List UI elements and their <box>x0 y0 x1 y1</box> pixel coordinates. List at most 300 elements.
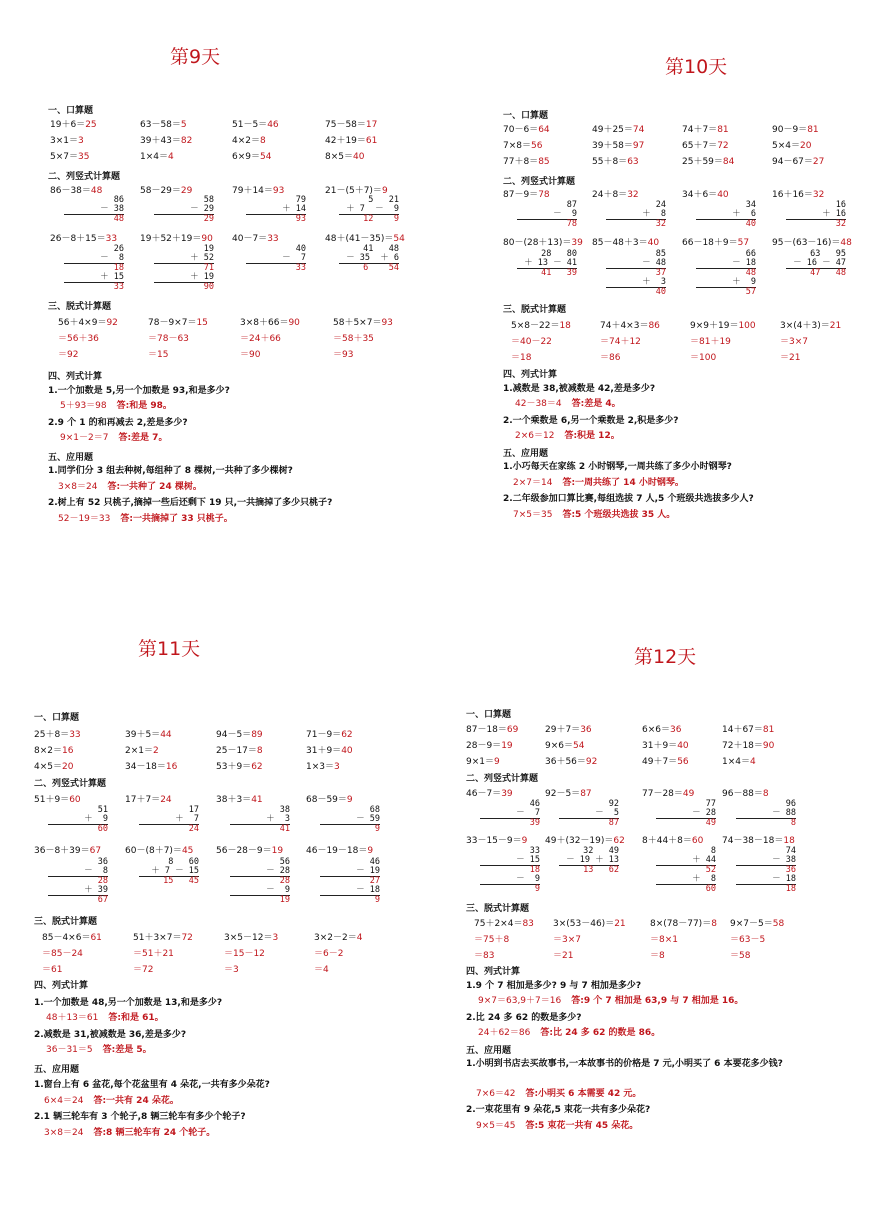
step-expression: 85－4×6＝ <box>42 933 91 943</box>
oral-answer: 20 <box>800 141 812 151</box>
vertical-line: 9 <box>374 895 380 905</box>
vertical-calculation <box>480 847 540 894</box>
oral-answer: 84 <box>722 157 735 167</box>
answer-statement: 答:一周共练了 14 小时钢琴。 <box>562 478 684 488</box>
vertical-expression: 24＋8＝ <box>592 190 628 200</box>
oral-answer: 97 <box>632 141 645 151</box>
vertical-line: 60 <box>705 884 716 894</box>
section-heading: 四、列式计算 <box>34 981 89 991</box>
oral-problem <box>545 754 597 767</box>
answer-formula: 9×1－2＝7 <box>60 433 109 443</box>
vertical-line: 57 <box>745 287 756 297</box>
oral-expression: 1×3＝ <box>306 762 334 772</box>
vertical-line: ＋ 9 <box>48 815 108 825</box>
vertical-line: 32 49 <box>583 846 619 856</box>
vertical-line: 33 <box>113 282 124 292</box>
oral-problem <box>682 138 729 151</box>
step-problem <box>600 318 660 331</box>
vertical-line: 34 <box>745 200 756 210</box>
oral-answer: 56 <box>677 757 689 767</box>
vertical-problem-heading <box>682 235 749 248</box>
vertical-line: 32 <box>655 219 666 229</box>
answer-statement: 答:和是 61。 <box>108 1013 164 1023</box>
step-answer: 83 <box>522 919 534 929</box>
vertical-calculation <box>320 858 380 905</box>
vertical-line: － 18 <box>320 886 380 896</box>
vertical-line: － 15 <box>480 856 540 866</box>
oral-expression: 25－17＝ <box>216 746 257 756</box>
step-line: ＝90 <box>240 350 261 360</box>
oral-expression: 8×2＝ <box>34 746 62 756</box>
vertical-line: 24 <box>655 200 666 210</box>
vertical-line: 33 <box>529 846 540 856</box>
step-line: ＝15－12 <box>224 949 265 959</box>
vertical-line: 56 <box>279 857 290 867</box>
vertical-line: 47 48 <box>810 268 846 278</box>
vertical-line: 87 <box>608 818 619 828</box>
answer-formula: 24＋62＝86 <box>478 1028 531 1038</box>
vertical-answer: 60 <box>691 836 704 846</box>
vertical-expression: 87－9＝ <box>503 190 539 200</box>
oral-answer: 5 <box>180 120 187 130</box>
vertical-calculation <box>339 196 399 224</box>
oral-expression: 9×6＝ <box>545 741 573 751</box>
step-line: ＝18 <box>511 353 532 363</box>
step-line: ＝6－2 <box>314 949 344 959</box>
vertical-problem-heading <box>306 792 353 805</box>
vertical-calculation <box>696 250 756 297</box>
step-expression: 9×7－5＝ <box>730 919 773 929</box>
question-text: 1.9 个 7 相加是多少? 9 与 7 相加是多少? <box>466 981 642 991</box>
step-line: ＝74＋12 <box>600 337 641 347</box>
question-answer <box>515 428 620 441</box>
question-text: 2.比 24 多 62 的数是多少? <box>466 1013 582 1023</box>
step-line: ＝100 <box>690 353 717 363</box>
step-problem <box>650 916 717 929</box>
vertical-line: 51 <box>97 805 108 815</box>
vertical-line: 28 80 <box>541 249 577 259</box>
question-text: 1.窗台上有 6 盆花,每个花盆里有 4 朵花,一共有多少朵花? <box>34 1080 270 1090</box>
vertical-problem-heading <box>216 792 263 805</box>
oral-answer: 62 <box>341 730 353 740</box>
vertical-expression: 46－19－18＝ <box>306 846 368 856</box>
oral-expression: 94－5＝ <box>216 730 252 740</box>
vertical-problem-heading <box>592 187 639 200</box>
vertical-answer: 57 <box>737 238 750 248</box>
vertical-problem-heading <box>772 187 824 200</box>
oral-expression: 55＋8＝ <box>592 157 628 167</box>
oral-problem <box>642 754 689 767</box>
vertical-calculation <box>786 201 846 229</box>
step-answer: 8 <box>711 919 717 929</box>
step-expression: 78－9×7＝ <box>148 318 197 328</box>
step-problem <box>42 930 102 943</box>
step-line: ＝21 <box>553 951 574 961</box>
vertical-line: 8 60 <box>168 857 199 867</box>
vertical-line: － 28 <box>656 809 716 819</box>
vertical-line: 29 <box>203 214 214 224</box>
answer-formula: 6×4＝24 <box>44 1096 84 1106</box>
vertical-line: 41 <box>279 824 290 834</box>
step-expression: 3×(53－46)＝ <box>553 919 615 929</box>
vertical-line: 18 <box>785 884 796 894</box>
step-answer: 90 <box>288 318 300 328</box>
vertical-expression: 38＋3＝ <box>216 795 252 805</box>
vertical-answer: 48 <box>840 238 852 248</box>
vertical-line: 46 <box>369 857 380 867</box>
question-answer <box>58 479 202 492</box>
vertical-line: － 29 <box>154 205 214 215</box>
section-heading: 五、应用题 <box>466 1046 512 1056</box>
step-problem <box>780 318 841 331</box>
vertical-line: ＋ 3 <box>230 815 290 825</box>
oral-answer: 72 <box>717 141 729 151</box>
vertical-answer: 39 <box>501 789 513 799</box>
section-heading: 一、口算题 <box>34 713 80 723</box>
vertical-line: 86 <box>113 195 124 205</box>
step-answer: 3 <box>272 933 279 943</box>
vertical-line: 32 <box>835 219 846 229</box>
oral-answer: 82 <box>180 136 193 146</box>
vertical-expression: 26－8＋15＝ <box>50 234 106 244</box>
question-text: 2.二年级参加口算比赛,每组选拔 7 人,5 个班级共选拔多少人? <box>503 494 754 504</box>
oral-expression: 63－58＝ <box>140 120 181 130</box>
oral-problem <box>466 738 513 751</box>
vertical-line: 48 <box>113 214 124 224</box>
vertical-line: 28 <box>279 876 290 886</box>
vertical-line: － 38 <box>736 856 796 866</box>
vertical-line: 26 <box>113 244 124 254</box>
vertical-line: － 59 <box>320 815 380 825</box>
vertical-line: 41 48 <box>363 244 399 254</box>
vertical-expression: 34＋6＝ <box>682 190 718 200</box>
step-line: ＝8×1 <box>650 935 678 945</box>
vertical-calculation <box>736 847 796 894</box>
oral-expression: 31＋9＝ <box>642 741 678 751</box>
section-heading: 四、列式计算 <box>48 372 103 382</box>
oral-answer: 19 <box>501 741 513 751</box>
section-heading: 四、列式计算 <box>466 967 521 977</box>
oral-problem <box>140 149 174 162</box>
vertical-line: － 48 <box>606 259 666 269</box>
question-text: 1.同学们分 3 组去种树,每组种了 8 棵树,一共种了多少棵树? <box>48 466 293 476</box>
step-problem <box>240 315 300 328</box>
step-problem <box>314 930 362 943</box>
vertical-problem-heading <box>50 183 102 196</box>
vertical-problem-heading <box>503 235 583 248</box>
vertical-line: － 7 <box>246 254 306 264</box>
oral-expression: 87－18＝ <box>466 725 507 735</box>
vertical-answer: 19 <box>271 846 284 856</box>
vertical-line: 9 <box>534 884 540 894</box>
oral-answer: 4 <box>168 152 174 162</box>
vertical-line: 5 21 <box>368 195 399 205</box>
question-text: 2.减数是 31,被减数是 36,差是多少? <box>34 1030 187 1040</box>
section-heading: 二、列竖式计算题 <box>34 779 107 789</box>
step-problem <box>474 916 534 929</box>
vertical-line: － 19 <box>320 867 380 877</box>
vertical-line: 60 <box>97 824 108 834</box>
vertical-answer: 9 <box>381 186 388 196</box>
step-line: ＝4 <box>314 965 329 975</box>
oral-problem <box>325 149 364 162</box>
vertical-line: ＋ 13 － 41 <box>517 259 577 269</box>
answer-statement: 答:差是 4。 <box>571 399 621 409</box>
oral-answer: 16 <box>62 746 74 756</box>
answer-formula: 9×5＝45 <box>476 1121 516 1131</box>
oral-answer: 62 <box>251 762 263 772</box>
oral-answer: 92 <box>585 757 598 767</box>
vertical-line: 6 54 <box>363 263 399 273</box>
vertical-calculation <box>517 250 577 278</box>
oral-answer: 74 <box>632 125 645 135</box>
vertical-problem-heading <box>642 786 694 799</box>
vertical-line: 40 <box>655 287 666 297</box>
oral-answer: 64 <box>538 125 550 135</box>
vertical-calculation <box>339 245 399 273</box>
oral-answer: 36 <box>580 725 592 735</box>
vertical-calculation <box>606 201 666 229</box>
oral-problem <box>503 122 550 135</box>
vertical-line: 18 <box>113 263 124 273</box>
vertical-problem-heading <box>50 231 117 244</box>
oral-problem <box>50 133 84 146</box>
oral-problem <box>466 754 500 767</box>
vertical-line: 36 <box>785 865 796 875</box>
oral-expression: 72＋18＝ <box>722 741 763 751</box>
vertical-calculation <box>230 806 290 834</box>
vertical-line: 90 <box>203 282 214 292</box>
vertical-problem-heading <box>125 843 193 856</box>
oral-expression: 49＋25＝ <box>592 125 633 135</box>
vertical-expression: 80－(28＋13)＝ <box>503 238 572 248</box>
oral-answer: 61 <box>365 136 378 146</box>
vertical-expression: 49＋(32－19)＝ <box>545 836 614 846</box>
section-heading: 二、列竖式计算题 <box>503 177 576 187</box>
vertical-calculation <box>139 858 199 886</box>
step-line: ＝3×7 <box>780 337 808 347</box>
answer-formula: 3×8＝24 <box>44 1128 84 1138</box>
vertical-line: 19 <box>279 895 290 905</box>
answer-formula: 3×8＝24 <box>58 482 98 492</box>
vertical-problem-heading <box>216 843 283 856</box>
step-expression: 5×8－22＝ <box>511 321 560 331</box>
oral-expression: 70－6＝ <box>503 125 539 135</box>
oral-expression: 9×1＝ <box>466 757 494 767</box>
vertical-answer: 33 <box>267 234 279 244</box>
oral-problem <box>50 149 89 162</box>
question-answer <box>513 475 684 488</box>
step-line: ＝51＋21 <box>133 949 174 959</box>
oral-problem <box>722 738 774 751</box>
vertical-calculation <box>246 196 306 224</box>
vertical-line: 12 9 <box>363 214 399 224</box>
oral-answer: 81 <box>717 125 729 135</box>
vertical-line: － 19 ＋ 13 <box>559 856 619 866</box>
vertical-expression: 66－18＋9＝ <box>682 238 738 248</box>
oral-answer: 36 <box>670 725 682 735</box>
question-answer <box>476 1118 638 1131</box>
step-line: ＝85－24 <box>42 949 83 959</box>
day-title: 第11天 <box>138 638 201 660</box>
step-line: ＝24＋66 <box>240 334 281 344</box>
step-answer: 92 <box>106 318 118 328</box>
oral-expression: 3×1＝ <box>50 136 78 146</box>
vertical-line: 15 45 <box>163 876 199 886</box>
section-heading: 五、应用题 <box>503 449 549 459</box>
vertical-answer: 93 <box>272 186 285 196</box>
vertical-problem-heading <box>325 231 405 244</box>
vertical-expression: 46－7＝ <box>466 789 502 799</box>
step-expression: 9×9＋19＝ <box>690 321 739 331</box>
vertical-expression: 17＋7＝ <box>125 795 161 805</box>
oral-expression: 90－9＝ <box>772 125 808 135</box>
vertical-answer: 9 <box>521 836 528 846</box>
vertical-expression: 19＋52＋19＝ <box>140 234 202 244</box>
vertical-line: 49 <box>705 818 716 828</box>
oral-expression: 1×4＝ <box>722 757 750 767</box>
vertical-answer: 24 <box>160 795 172 805</box>
oral-problem <box>772 154 824 167</box>
vertical-line: 38 <box>279 805 290 815</box>
question-text: 2.1 辆三轮车有 3 个轮子,8 辆三轮车有多少个轮子? <box>34 1112 246 1122</box>
vertical-problem-heading <box>140 231 213 244</box>
vertical-line: ＋ 6 <box>696 210 756 220</box>
question-text: 2.一个乘数是 6,另一个乘数是 2,积是多少? <box>503 416 679 426</box>
oral-answer: 44 <box>160 730 172 740</box>
oral-problem <box>325 117 377 130</box>
oral-answer: 40 <box>341 746 353 756</box>
vertical-expression: 85－48＋3＝ <box>592 238 648 248</box>
vertical-answer: 9 <box>346 795 353 805</box>
day-title: 第10天 <box>665 56 728 78</box>
vertical-line: － 9 <box>480 875 540 885</box>
vertical-line: 74 <box>785 846 796 856</box>
oral-answer: 3 <box>334 762 340 772</box>
oral-problem <box>503 138 542 151</box>
vertical-line: 96 <box>785 799 796 809</box>
vertical-calculation <box>736 800 796 828</box>
question-text: 2.树上有 52 只桃子,摘掉一些后还剩下 19 只,一共摘掉了多少只桃子? <box>48 498 333 508</box>
vertical-line: － 28 <box>230 867 290 877</box>
vertical-line: 46 <box>529 799 540 809</box>
oral-expression: 74＋7＝ <box>682 125 718 135</box>
question-text: 1.一个加数是 48,另一个加数是 13,和是多少? <box>34 998 223 1008</box>
vertical-line: 68 <box>369 805 380 815</box>
vertical-problem-heading <box>503 187 550 200</box>
vertical-line: ＋ 9 <box>696 278 756 288</box>
vertical-problem-heading <box>466 786 513 799</box>
vertical-calculation <box>48 858 108 905</box>
vertical-line: ＋ 39 <box>48 886 108 896</box>
answer-formula: 9×7＝63,9＋7＝16 <box>478 996 562 1006</box>
vertical-answer: 39 <box>571 238 583 248</box>
vertical-problem-heading <box>592 235 659 248</box>
oral-problem <box>232 117 279 130</box>
oral-expression: 34－18＝ <box>125 762 166 772</box>
vertical-line: 41 39 <box>541 268 577 278</box>
vertical-answer: 40 <box>717 190 729 200</box>
step-problem <box>148 315 208 328</box>
vertical-expression: 16＋16＝ <box>772 190 813 200</box>
question-text: 1.一个加数是 5,另一个加数是 93,和是多少? <box>48 386 230 396</box>
step-line: ＝58＋35 <box>333 334 374 344</box>
vertical-line: 8 <box>710 846 716 856</box>
oral-expression: 31＋9＝ <box>306 746 342 756</box>
vertical-line: 27 <box>369 876 380 886</box>
vertical-line: ＋ 7 <box>139 815 199 825</box>
step-answer: 72 <box>181 933 193 943</box>
step-problem <box>553 916 626 929</box>
section-heading: 一、口算题 <box>48 106 94 116</box>
oral-problem <box>772 138 811 151</box>
vertical-line: 63 95 <box>810 249 846 259</box>
vertical-expression: 79＋14＝ <box>232 186 273 196</box>
step-problem <box>511 318 571 331</box>
answer-formula: 7×6＝42 <box>476 1089 516 1099</box>
vertical-problem-heading <box>545 833 625 846</box>
answer-statement: 答:比 24 多 62 的数是 86。 <box>540 1028 661 1038</box>
question-answer <box>58 511 233 524</box>
vertical-line: － 9 <box>230 886 290 896</box>
step-expression: 8×(78－77)＝ <box>650 919 712 929</box>
oral-problem <box>232 133 266 146</box>
vertical-expression: 8＋44＋8＝ <box>642 836 692 846</box>
oral-expression: 14＋67＝ <box>722 725 763 735</box>
vertical-line: 40 <box>745 219 756 229</box>
oral-problem <box>34 759 73 772</box>
vertical-line: 18 <box>529 865 540 875</box>
vertical-calculation <box>230 858 290 905</box>
section-heading: 五、应用题 <box>48 453 94 463</box>
oral-answer: 17 <box>365 120 378 130</box>
answer-formula: 52－19＝33 <box>58 514 111 524</box>
oral-expression: 77＋8＝ <box>503 157 539 167</box>
vertical-line: 13 62 <box>583 865 619 875</box>
vertical-answer: 87 <box>580 789 592 799</box>
vertical-answer: 90 <box>201 234 213 244</box>
vertical-answer: 8 <box>762 789 769 799</box>
question-answer <box>44 1093 179 1106</box>
question-answer <box>60 430 167 443</box>
oral-expression: 5×4＝ <box>772 141 800 151</box>
step-expression: 51＋3×7＝ <box>133 933 182 943</box>
section-heading: 三、脱式计算题 <box>503 305 567 315</box>
question-answer <box>515 396 621 409</box>
vertical-calculation <box>480 800 540 828</box>
vertical-line: 48 <box>745 268 756 278</box>
oral-expression: 6×6＝ <box>642 725 670 735</box>
answer-formula: 42－38＝4 <box>515 399 562 409</box>
section-heading: 一、口算题 <box>466 710 512 720</box>
step-expression: 3×2－2＝ <box>314 933 357 943</box>
vertical-line: 78 <box>566 219 577 229</box>
step-problem <box>224 930 278 943</box>
oral-answer: 54 <box>573 741 585 751</box>
oral-problem <box>545 722 592 735</box>
answer-statement: 答:5 个班级共选拔 35 人。 <box>562 510 676 520</box>
vertical-line: － 7 <box>480 809 540 819</box>
step-line: ＝86 <box>600 353 621 363</box>
oral-problem <box>592 122 644 135</box>
vertical-line: ＋ 44 <box>656 856 716 866</box>
vertical-answer: 48 <box>90 186 103 196</box>
vertical-expression: 33－15－9＝ <box>466 836 522 846</box>
vertical-line: 36 <box>97 857 108 867</box>
oral-problem <box>642 722 681 735</box>
step-answer: 61 <box>90 933 102 943</box>
vertical-calculation <box>559 847 619 875</box>
